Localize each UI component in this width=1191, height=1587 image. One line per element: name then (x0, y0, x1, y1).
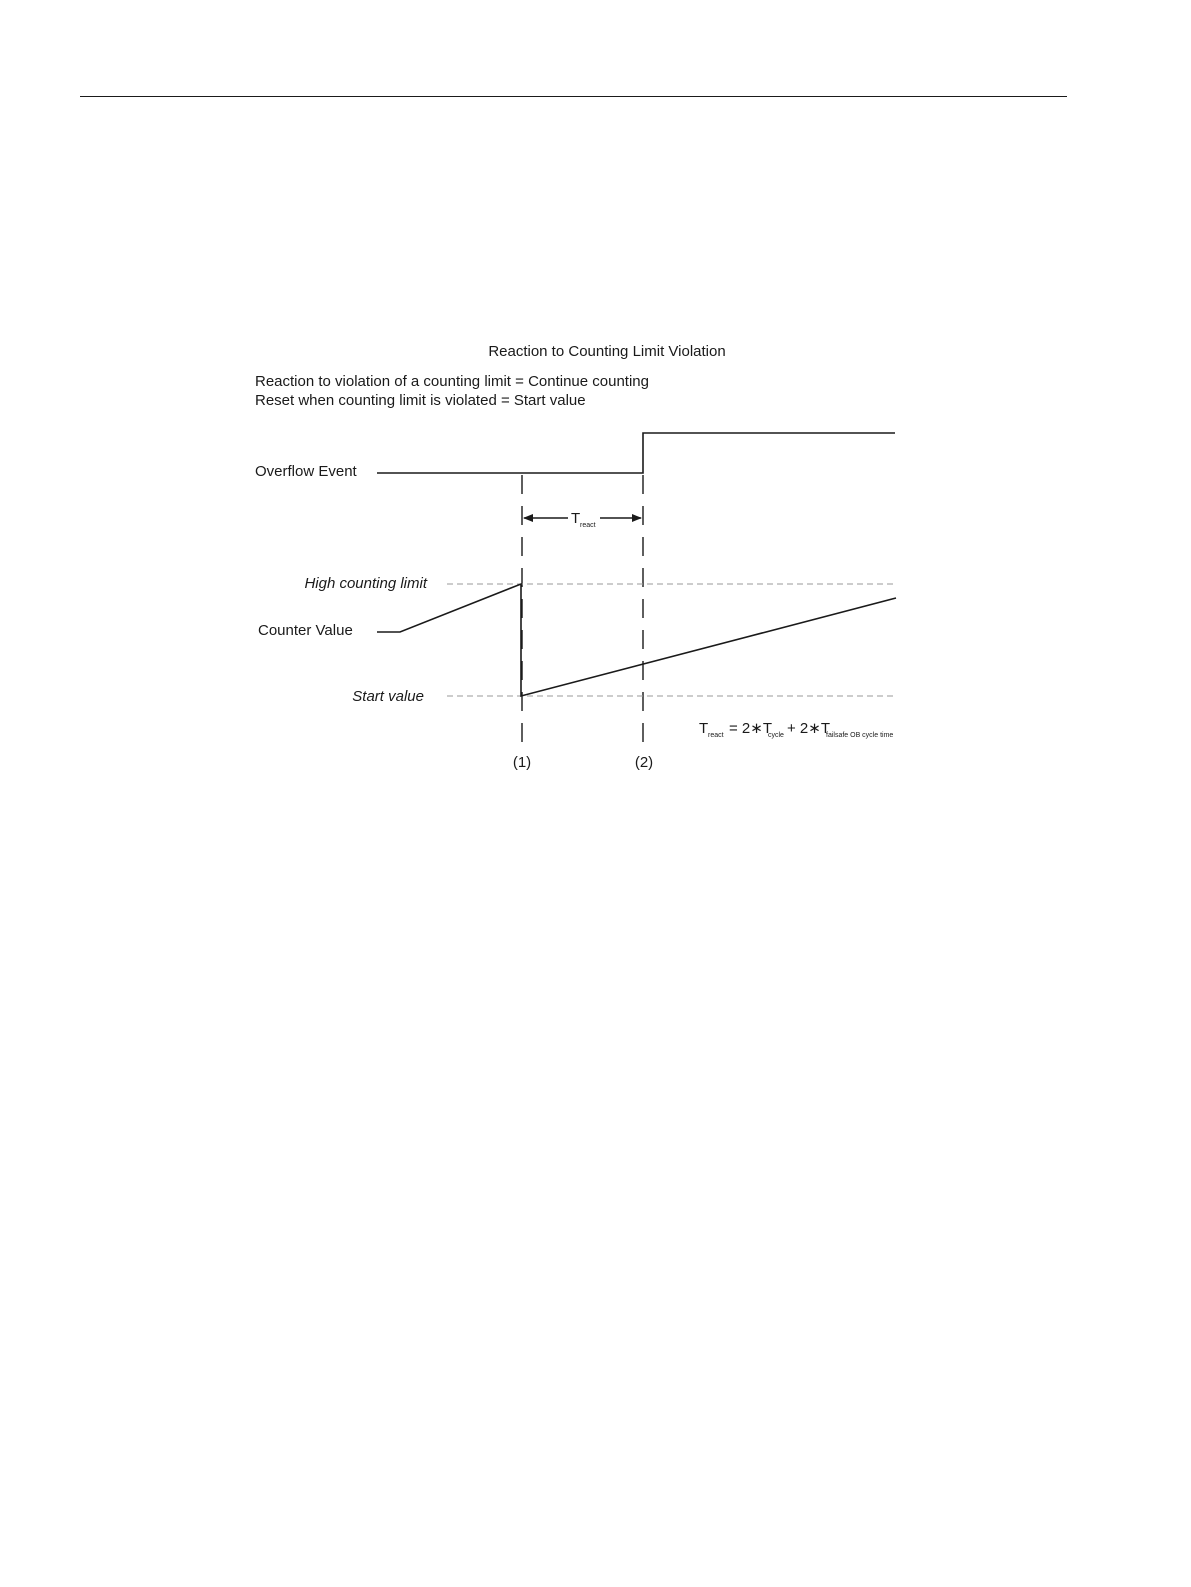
high-limit-label: High counting limit (304, 575, 427, 592)
formula-term2-sub: failsafe OB cycle time (826, 732, 894, 739)
counter-value-signal (377, 584, 896, 696)
start-value-label: Start value (352, 688, 424, 705)
diagram-title: Reaction to Counting Limit Violation (488, 343, 726, 360)
overflow-event-label: Overflow Event (255, 463, 357, 480)
reaction-time-formula (699, 720, 893, 739)
reaction-interval-arrow (523, 514, 642, 522)
counter-value-label: Counter Value (258, 622, 353, 639)
formula-term1-sub: cycle (768, 732, 784, 739)
formula-lhs-sub: react (708, 732, 724, 739)
formula-lhs: T (699, 720, 709, 737)
setting-reset: Reset when counting limit is violated = Start value (255, 392, 586, 409)
formula-term1: = 2∗T (729, 720, 773, 737)
overflow-event-signal (377, 433, 895, 473)
reaction-interval-label: T (571, 510, 581, 527)
setting-reaction: Reaction to violation of a counting limit = Continue counting (255, 373, 649, 390)
reaction-interval-subscript: react (580, 522, 596, 529)
marker-label-2: (2) (634, 754, 654, 771)
formula-term2: + 2∗T (787, 720, 831, 737)
marker-label-1: (1) (512, 754, 532, 771)
